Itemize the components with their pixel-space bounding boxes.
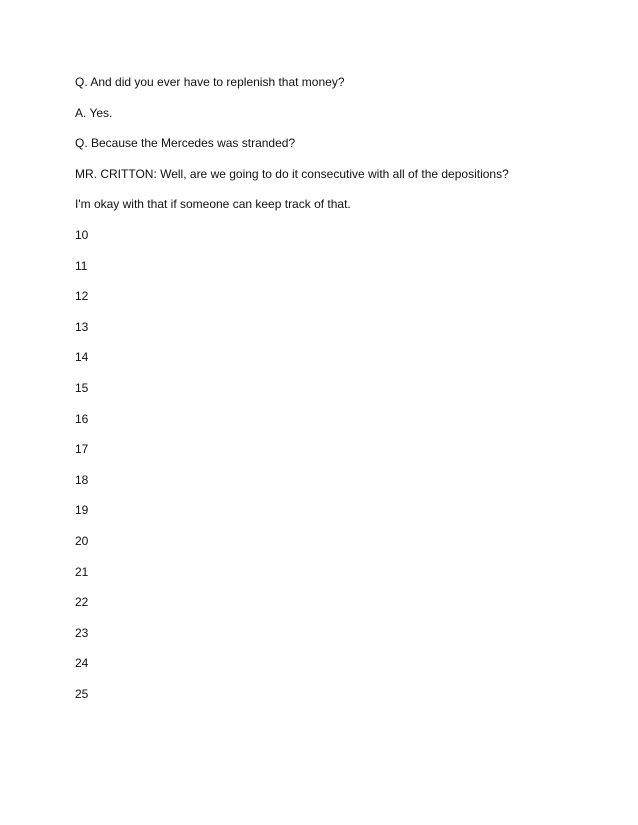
line-number: 25 bbox=[75, 686, 89, 701]
line-number: 13 bbox=[75, 319, 89, 334]
line-number: 24 bbox=[75, 656, 89, 671]
line-number: 23 bbox=[75, 625, 89, 640]
line-number: 17 bbox=[75, 442, 89, 457]
line-number: 18 bbox=[75, 472, 89, 487]
line-number: 21 bbox=[75, 564, 89, 579]
line-number: 22 bbox=[75, 595, 89, 610]
line-number: 15 bbox=[75, 380, 89, 395]
transcript-line: Q. And did you ever have to replenish that money? bbox=[75, 75, 345, 89]
transcript-line: I'm okay with that if someone can keep track of that. bbox=[75, 197, 351, 212]
transcript-lines bbox=[75, 72, 615, 714]
line-number: 20 bbox=[75, 533, 89, 548]
transcript-line: A. Yes. bbox=[75, 105, 113, 120]
transcript-line: Q. Because the Mercedes was stranded? bbox=[75, 136, 296, 151]
line-number: 12 bbox=[75, 289, 89, 304]
line-number: 16 bbox=[75, 411, 89, 426]
transcript-line: MR. CRITTON: Well, are we going to do it consecutive with all of the depositions? bbox=[75, 166, 509, 181]
line-number: 19 bbox=[75, 503, 89, 518]
line-number: 10 bbox=[75, 227, 89, 242]
line-number: 14 bbox=[75, 350, 89, 365]
line-number: 11 bbox=[75, 258, 88, 273]
